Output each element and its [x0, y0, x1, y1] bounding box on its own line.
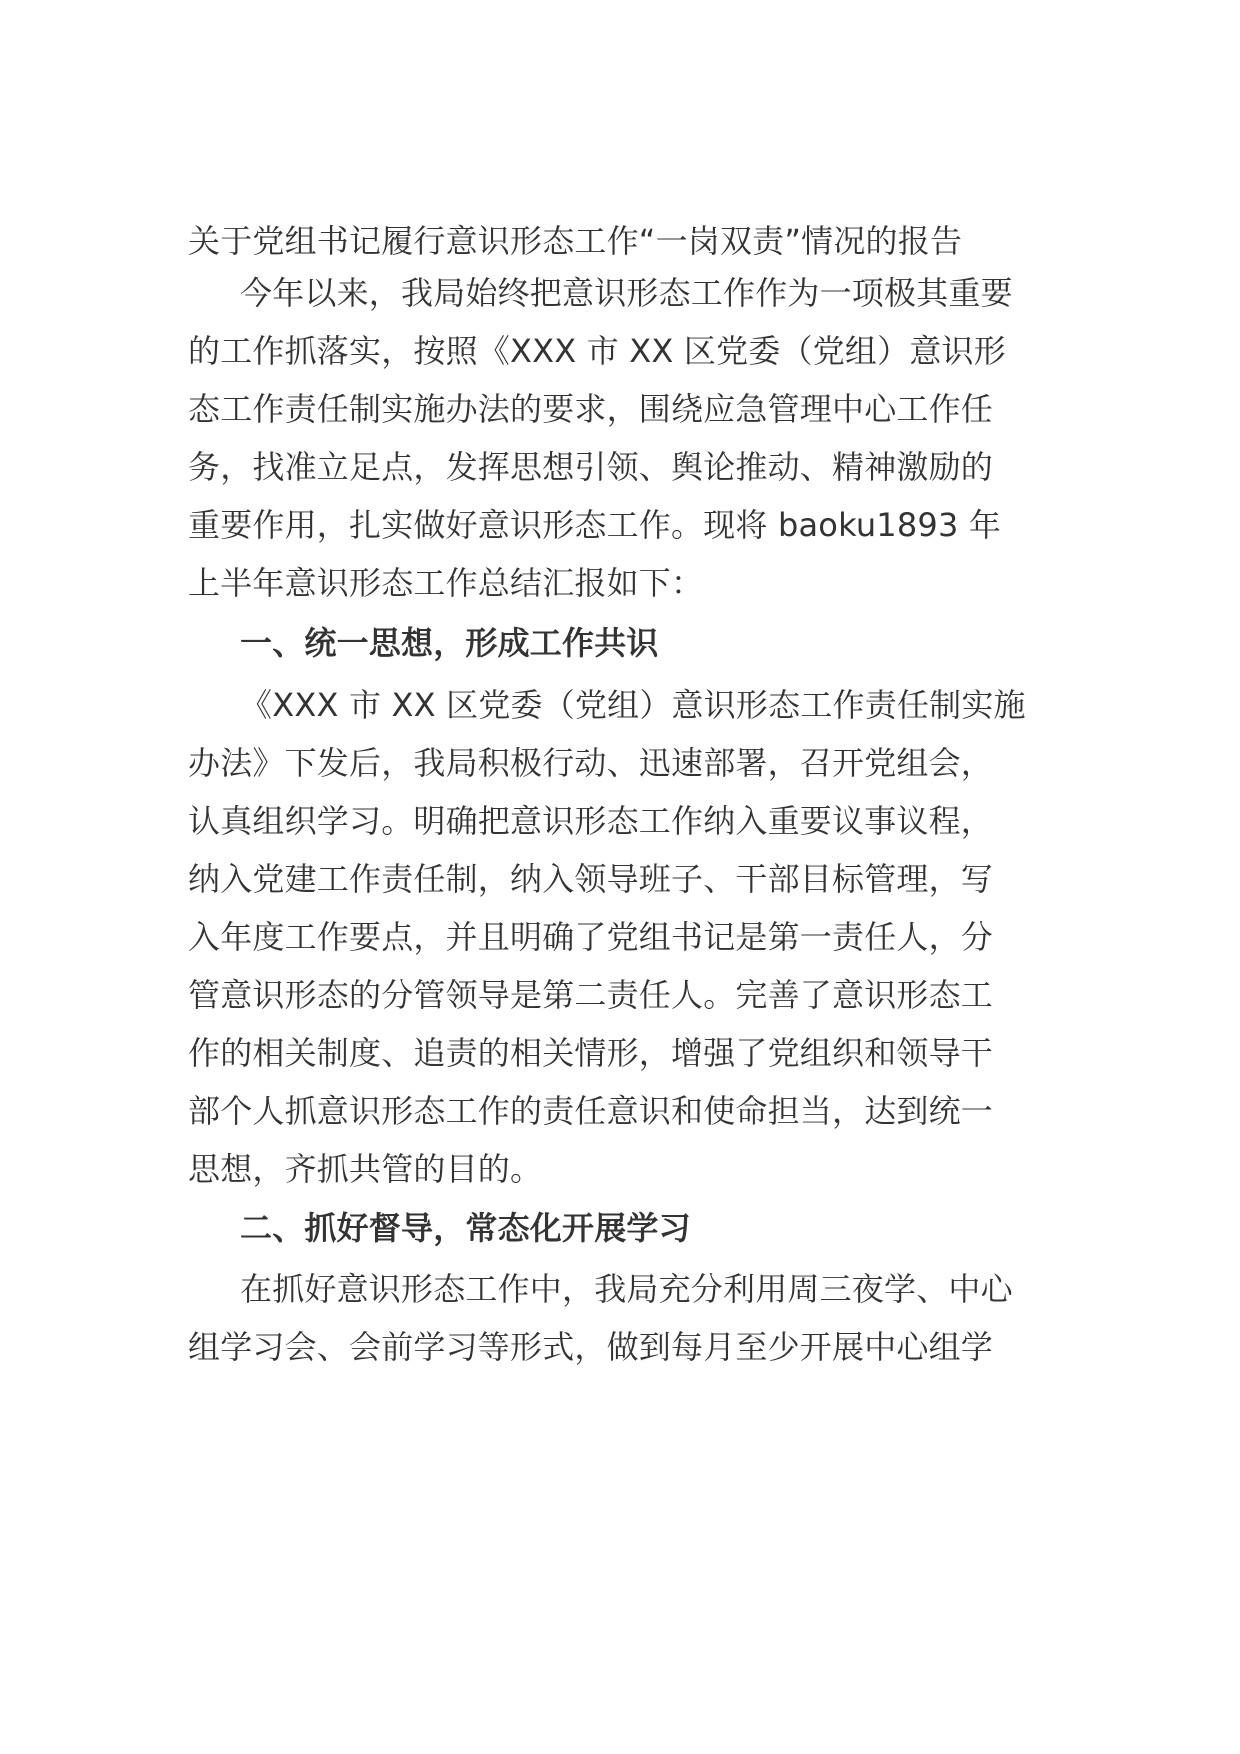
section-1-line-6: 管意识形态的分管领导是第二责任人。完善了意识形态工 — [188, 976, 994, 1014]
document-title: 关于党组书记履行意识形态工作“一岗双责”情况的报告 — [188, 222, 963, 260]
section-1-line-4: 纳入党建工作责任制，纳入领导班子、干部目标管理，写 — [188, 860, 994, 898]
section-1-heading: 一、统一思想，形成工作共识 — [240, 624, 659, 662]
section-2-line-2: 组学习会、会前学习等形式，做到每月至少开展中心组学 — [188, 1328, 994, 1366]
intro-line-1: 今年以来，我局始终把意识形态工作作为一项极其重要 — [240, 274, 1013, 312]
intro-line-5: 重要作用，扎实做好意识形态工作。现将 baoku1893 年 — [188, 506, 1002, 544]
section-1-line-7: 作的相关制度、追责的相关情形，增强了党组织和领导干 — [188, 1034, 994, 1072]
section-1-line-2: 办法》下发后，我局积极行动、迅速部署，召开党组会， — [188, 744, 994, 782]
section-2-heading: 二、抓好督导，常态化开展学习 — [240, 1209, 691, 1247]
section-1-line-5: 入年度工作要点，并且明确了党组书记是第一责任人，分 — [188, 918, 994, 956]
intro-line-2: 的工作抓落实，按照《XXX 市 XX 区党委（党组）意识形 — [188, 332, 1006, 370]
section-1-line-3: 认真组织学习。明确把意识形态工作纳入重要议事议程， — [188, 802, 994, 840]
section-1-line-8: 部个人抓意识形态工作的责任意识和使命担当，达到统一 — [188, 1092, 994, 1130]
intro-line-6: 上半年意识形态工作总结汇报如下： — [188, 564, 704, 602]
intro-line-4: 务，找准立足点，发挥思想引领、舆论推动、精神激励的 — [188, 448, 994, 486]
section-2-line-1: 在抓好意识形态工作中，我局充分利用周三夜学、中心 — [240, 1270, 1013, 1308]
section-1-line-9: 思想，齐抓共管的目的。 — [188, 1150, 543, 1188]
intro-line-3: 态工作责任制实施办法的要求，围绕应急管理中心工作任 — [188, 390, 994, 428]
section-1-line-1: 《XXX 市 XX 区党委（党组）意识形态工作责任制实施 — [240, 686, 1026, 724]
